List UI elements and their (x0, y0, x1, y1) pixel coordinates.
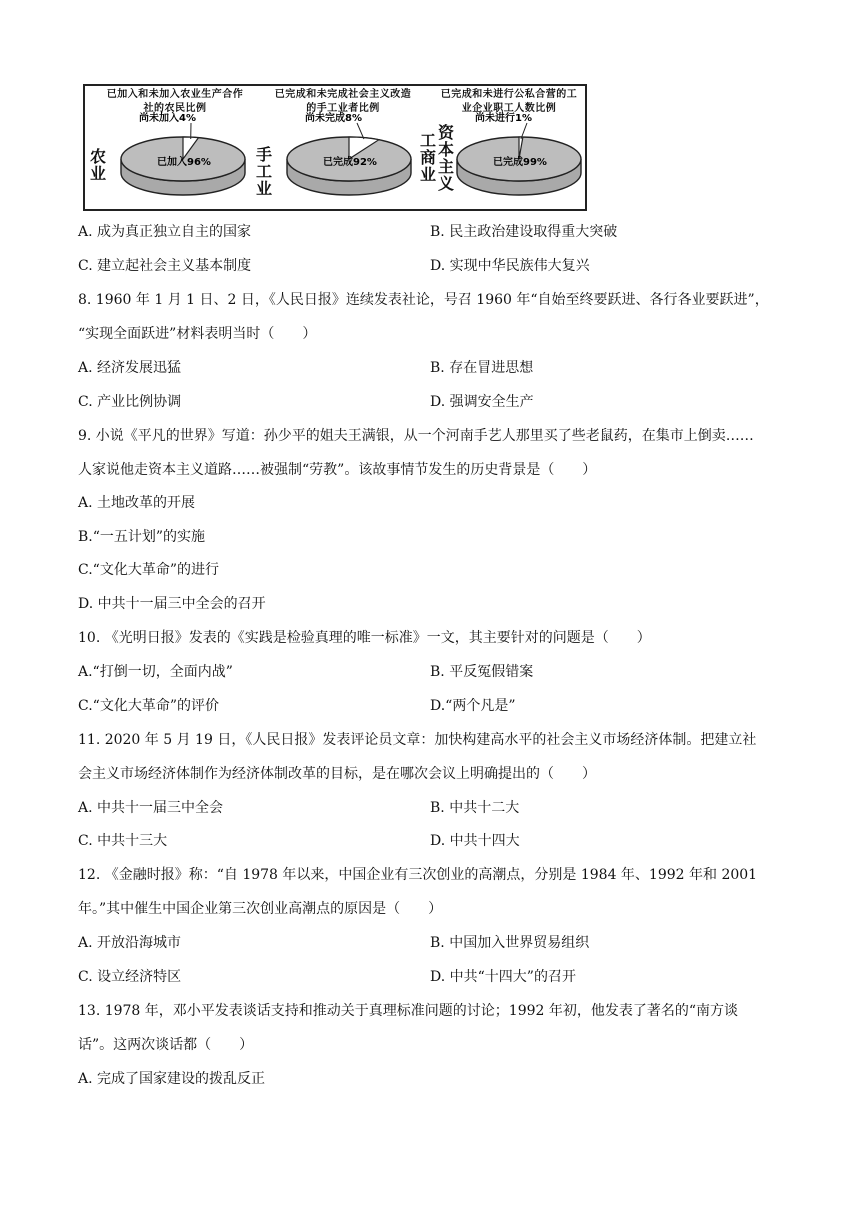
pie-panel-handicraft (253, 86, 419, 209)
q12-option-c: C. 设立经济特区 (78, 969, 182, 985)
q8-option-a: A. 经济发展迅猛 (78, 360, 182, 376)
pie-side-label: 手工业 (255, 145, 272, 198)
q10-option-c: C.“文化大革命”的评价 (78, 698, 219, 714)
q9-option-a: A. 土地改革的开展 (78, 495, 196, 511)
q9-option-d: D. 中共十一届三中全会的召开 (78, 596, 266, 612)
q11-option-b: B. 中共十二大 (430, 800, 520, 816)
pie-label-small: 尚未加入4% (139, 113, 196, 124)
q8-option-d: D. 强调安全生产 (430, 394, 534, 410)
q8-stem-line2: “实现全面跃进”材料表明当时（ ） (78, 326, 317, 342)
q12-stem-line2: 年。”其中催生中国企业第三次创业高潮点的原因是（ ） (78, 901, 443, 917)
pie-panel-industry (419, 86, 585, 209)
q11-option-c: C. 中共十三大 (78, 833, 168, 849)
pie-label-large: 已完成99% (493, 157, 547, 168)
pie-label-small: 尚未进行1% (475, 113, 532, 124)
pie-side-label: 工商业 (419, 131, 436, 184)
q7-option-a: A. 成为真正独立自主的国家 (78, 224, 252, 240)
pie-panel-agriculture (85, 86, 251, 209)
pie-label-large: 已完成92% (323, 157, 377, 168)
pie-side-label: 农业 (89, 147, 106, 183)
q11-stem-line2: 会主义市场经济体制作为经济体制改革的目标，是在哪次会议上明确提出的（ ） (78, 766, 596, 782)
pie-title: 已完成和未完成社会主义改造的手工业者比例 (274, 89, 412, 114)
pie-label-small: 尚未完成8% (305, 113, 362, 124)
pie-side-label-2: 资本主义 (437, 123, 454, 193)
pie-title: 已加入和未加入农业生产合作社的农民比例 (106, 89, 244, 114)
q11-option-a: A. 中共十一届三中全会 (78, 800, 224, 816)
q9-stem-line2: 人家说他走资本主义道路……被强制“劳教”。该故事情节发生的历史背景是（ ） (78, 462, 597, 478)
q12-stem-line1: 12. 《金融时报》称：“自 1978 年以来，中国企业有三次创业的高潮点，分别是 1984 年、1992 年和 2001 (78, 867, 758, 883)
q10-option-d: D.“两个凡是” (430, 698, 516, 714)
figure-pie-charts (83, 84, 587, 211)
q9-option-b: B.“一五计划”的实施 (78, 529, 206, 545)
q13-stem-line1: 13. 1978 年，邓小平发表谈话支持和推动关于真理标准问题的讨论；1992 年初，他发表了著名的“南方谈 (78, 1003, 739, 1019)
pie-chart-industry (419, 86, 585, 209)
q12-option-d: D. 中共“十四大”的召开 (430, 969, 576, 985)
q11-stem-line1: 11. 2020 年 5 月 19 日，《人民日报》发表评论员文章：加快构建高水平的社会主义市场经济体制。把建立社 (78, 732, 757, 748)
q7-option-d: D. 实现中华民族伟大复兴 (430, 258, 590, 274)
q8-option-b: B. 存在冒进思想 (430, 360, 534, 376)
q12-option-a: A. 开放沿海城市 (78, 935, 182, 951)
q9-option-c: C.“文化大革命”的进行 (78, 562, 219, 578)
pie-chart-agriculture (85, 86, 251, 209)
q8-stem-line1: 8. 1960 年 1 月 1 日、2 日，《人民日报》连续发表社论，号召 1960 年“自始至终要跃进、各行各业要跃进”， (78, 292, 769, 308)
q13-option-a: A. 完成了国家建设的拨乱反正 (78, 1071, 266, 1087)
q13-stem-line2: 话”。这两次谈话都（ ） (78, 1037, 254, 1053)
q7-option-b: B. 民主政治建设取得重大突破 (430, 224, 618, 240)
q10-stem: 10. 《光明日报》发表的《实践是检验真理的唯一标准》一文，其主要针对的问题是（ ） (78, 630, 651, 646)
q10-option-a: A.“打倒一切，全面内战” (78, 664, 233, 680)
q11-option-d: D. 中共十四大 (430, 833, 520, 849)
q9-stem-line1: 9. 小说《平凡的世界》写道：孙少平的姐夫王满银，从一个河南手艺人那里买了些老鼠药，在集市上倒卖…… (78, 428, 754, 444)
q10-option-b: B. 平反冤假错案 (430, 664, 534, 680)
q7-option-c: C. 建立起社会主义基本制度 (78, 258, 252, 274)
pie-label-large: 已加入96% (157, 157, 211, 168)
q12-option-b: B. 中国加入世界贸易组织 (430, 935, 590, 951)
pie-chart-handicraft (253, 86, 419, 209)
q8-option-c: C. 产业比例协调 (78, 394, 182, 410)
pie-title: 已完成和未进行公私合营的工业企业职工人数比例 (440, 89, 578, 114)
